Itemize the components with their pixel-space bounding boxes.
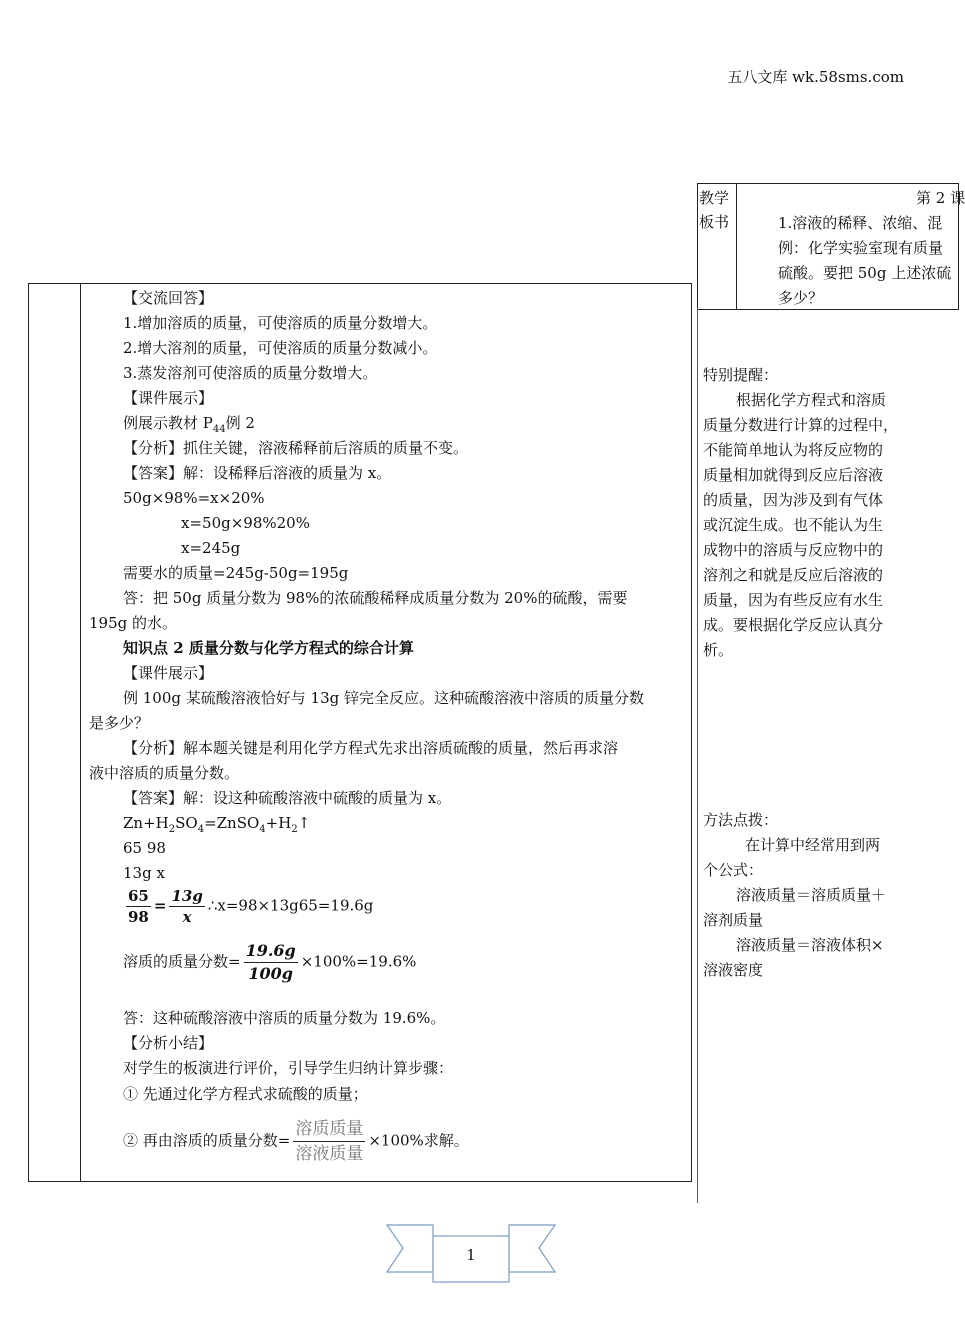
- method-heading: 方法点拨：: [703, 811, 779, 829]
- formula-label: ② 再由溶质的质量分数=: [123, 1131, 291, 1150]
- formula-result: ×100%=19.6%: [300, 952, 417, 971]
- board-line-4: 硫酸。要把 50g 上述浓硫: [778, 264, 952, 282]
- board-line-5: 多少？: [778, 289, 824, 307]
- ratio-fraction-2: [169, 886, 204, 927]
- fraction-denominator: 溶液质量: [295, 1144, 364, 1164]
- eq-part: +H: [265, 814, 292, 832]
- eq-sub: 4: [197, 824, 205, 835]
- textbook-page: 44: [212, 424, 226, 435]
- main-line: 3.蒸发溶剂可使溶质的质量分数增大。: [123, 364, 378, 382]
- fraction-denominator: 98: [128, 908, 149, 926]
- equals-sign: =: [153, 896, 167, 915]
- section-heading: 知识点 2 质量分数与化学方程式的综合计算: [123, 639, 414, 657]
- gas-arrow-icon: ↑: [297, 814, 311, 832]
- method-line: 溶剂质量: [703, 911, 764, 929]
- eq-part: SO: [175, 814, 198, 832]
- step-two-formula: [123, 1117, 469, 1166]
- site-header: 五八文库 wk.58sms.com: [727, 68, 904, 86]
- tip-line: 成。要根据化学反应认真分: [703, 616, 884, 634]
- method-line: 个公式：: [703, 861, 764, 879]
- fraction-numerator: 65: [128, 887, 149, 905]
- ratio-equation: [123, 886, 373, 927]
- main-line: 1.增加溶质的质量，可使溶质的质量分数增大。: [123, 314, 438, 332]
- board-line-2: 1.溶液的稀释、浓缩、混: [778, 214, 943, 232]
- ratio-result: ∴x=98×13g65=19.6g: [207, 896, 374, 915]
- solute-solution-fraction: [293, 1117, 365, 1166]
- tip-line: 质量，因为有些反应有水生: [703, 591, 884, 609]
- mass-fraction: [244, 940, 298, 985]
- textbook-example: 例 2: [225, 414, 255, 432]
- eq-part: Zn+H: [123, 814, 169, 832]
- main-line: 例 100g 某硫酸溶液恰好与 13g 锌完全反应。这种硫酸溶液中溶质的质量分数: [123, 689, 644, 707]
- main-line: 【答案】解：设这种硫酸溶液中硫酸的质量为 x。: [123, 789, 452, 807]
- main-line: x=50g×98%20%: [181, 514, 310, 532]
- main-table: [28, 283, 692, 1182]
- main-line: 【分析】抓住关键，溶液稀释前后溶质的质量不变。: [123, 439, 469, 457]
- fraction-denominator: x: [182, 908, 192, 926]
- tip-heading: 特别提醒：: [703, 366, 779, 384]
- eq-sub: 2: [291, 824, 298, 835]
- textbook-ref: 例展示教材 P: [123, 414, 213, 432]
- main-line: 13g x: [123, 864, 165, 882]
- tip-line: 的质量，因为涉及到有气体: [703, 491, 884, 509]
- mass-fraction-formula: [123, 940, 416, 985]
- main-line: 50g×98%=x×20%: [123, 489, 265, 507]
- board-label-cell: [698, 184, 737, 309]
- tip-line: 质量分数进行计算的过程中，: [703, 416, 899, 434]
- method-line: 溶液质量＝溶质质量＋: [736, 886, 887, 904]
- tip-line: 或沉淀生成。也不能认为生: [703, 516, 884, 534]
- right-column-divider: [697, 308, 698, 1203]
- page-number: 1: [466, 1246, 476, 1264]
- method-line: 溶液密度: [703, 961, 764, 979]
- main-line: 答：这种硫酸溶液中溶质的质量分数为 19.6%。: [123, 1009, 446, 1027]
- tip-line: 析。: [703, 641, 734, 659]
- main-line: 【分析小结】: [123, 1034, 214, 1052]
- main-line: 是多少？: [89, 714, 150, 732]
- tip-line: 成物中的溶质与反应物中的: [703, 541, 884, 559]
- fraction-numerator: 13g: [171, 887, 203, 905]
- method-line: 在计算中经常用到两: [745, 836, 881, 854]
- method-line: 溶液质量＝溶液体积×: [736, 936, 884, 954]
- board-label-2: 板书: [698, 213, 729, 231]
- tip-line: 不能简单地认为将反应物的: [703, 441, 884, 459]
- fraction-numerator: 溶质质量: [293, 1117, 365, 1142]
- main-line: 对学生的板演进行评价，引导学生归纳计算步骤：: [123, 1059, 454, 1077]
- main-line: ① 先通过化学方程式求硫酸的质量；: [123, 1085, 368, 1103]
- main-line: 【课件展示】: [123, 389, 214, 407]
- main-line: 2.增大溶剂的质量，可使溶质的质量分数减小。: [123, 339, 438, 357]
- fraction-numerator: 19.6g: [244, 940, 298, 963]
- main-line: 195g 的水。: [89, 614, 178, 632]
- eq-part: =ZnSO: [204, 814, 260, 832]
- ratio-fraction-1: [126, 886, 151, 927]
- eq-sub: 2: [168, 824, 176, 835]
- page-number-ribbon: [385, 1222, 557, 1286]
- board-line-3: 例：化学实验室现有质量: [778, 239, 944, 257]
- formula-label: 溶质的质量分数=: [123, 952, 241, 971]
- main-left-cell: [29, 284, 81, 1181]
- fraction-denominator: 100g: [248, 964, 293, 983]
- main-line: 需要水的质量=245g-50g=195g: [123, 564, 349, 582]
- main-line: 65 98: [123, 839, 166, 857]
- main-line: 液中溶质的质量分数。: [89, 764, 240, 782]
- main-line: 答：把 50g 质量分数为 98%的浓硫酸稀释成质量分数为 20%的硫酸，需要: [123, 589, 628, 607]
- main-line: 【答案】解：设稀释后溶液的质量为 x。: [123, 464, 392, 482]
- eq-sub: 4: [259, 824, 266, 835]
- tip-line: 质量相加就得到反应后溶液: [703, 466, 884, 484]
- main-line: 【课件展示】: [123, 664, 214, 682]
- main-line: 【分析】解本题关键是利用化学方程式先求出溶质硫酸的质量，然后再求溶: [123, 739, 619, 757]
- board-label-1: 教学: [698, 189, 729, 207]
- board-line-1: 第 2 课: [916, 189, 965, 207]
- main-line: x=245g: [181, 539, 241, 557]
- main-line: 【交流回答】: [123, 289, 214, 307]
- tip-line: 根据化学方程式和溶质: [736, 391, 887, 409]
- board-table: [697, 183, 965, 310]
- tip-line: 溶剂之和就是反应后溶液的: [703, 566, 884, 584]
- formula-result: ×100%求解。: [368, 1131, 469, 1150]
